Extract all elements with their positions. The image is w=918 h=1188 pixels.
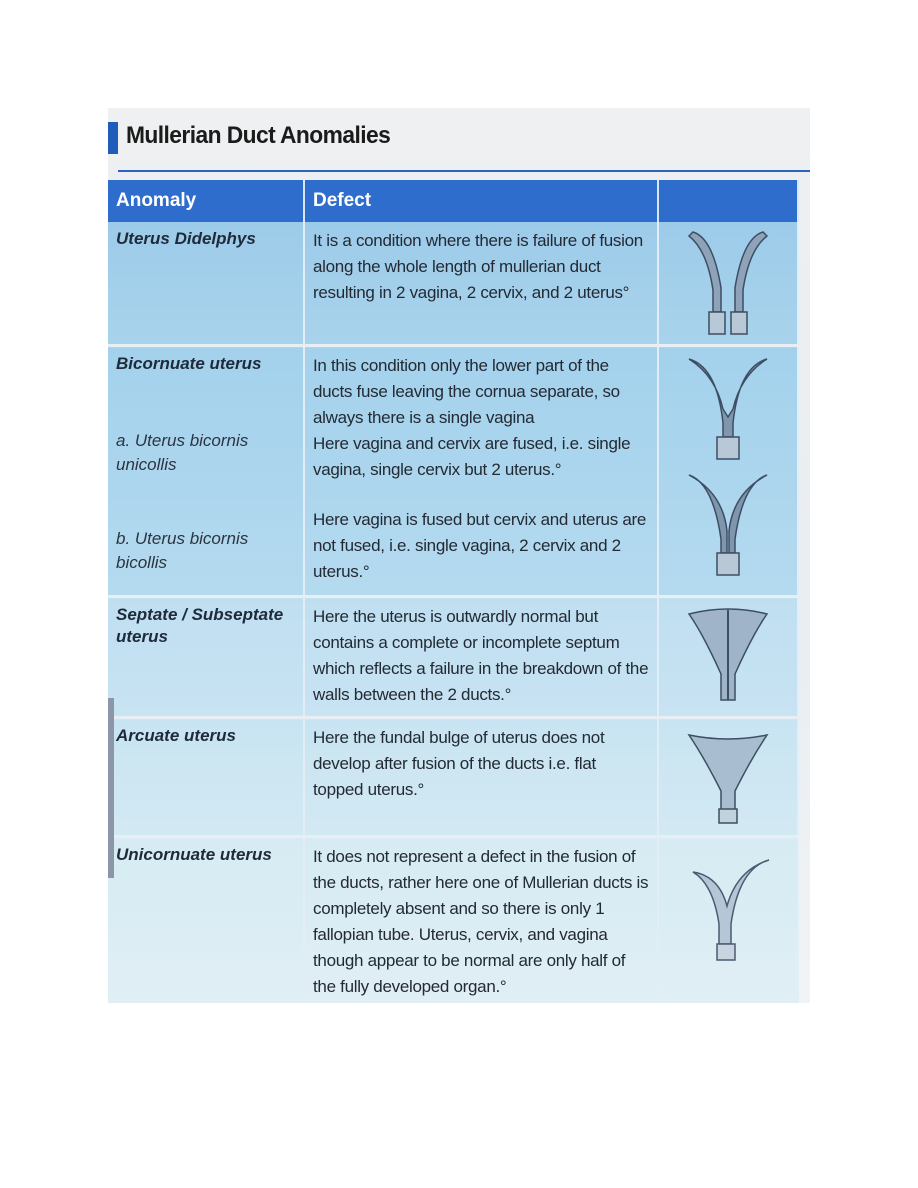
- table-header-row: [108, 180, 798, 222]
- defect-text: In this condition only the lower part of the ducts fuse leaving the cornua separate, so always there is a single vagina: [313, 356, 620, 427]
- sub-anomaly-name: a. Uterus bicornis unicollis: [116, 431, 249, 474]
- anomaly-cell: [108, 222, 304, 346]
- sub-defect-text: Here vagina is fused but cervix and uterus are not fused, i.e. single vagina, 2 cervix and 2 uterus.°: [313, 510, 646, 581]
- anomaly-name: Unicornuate uterus: [116, 845, 272, 864]
- title-accent-bar: [108, 122, 118, 154]
- septate-uterus-diagram: [683, 604, 773, 704]
- defect-cell: [304, 346, 658, 597]
- defect-text: It does not represent a defect in the fusion of the ducts, rather here one of Mullerian ducts is completely absent and so there is only 1 fallopian tube. Uterus, cervix, and vagina though appear to be normal are only half of the fully developed organ.°: [313, 847, 649, 996]
- table-row: [108, 718, 798, 837]
- anomaly-cell: [108, 597, 304, 718]
- unicornuate-uterus-diagram: [683, 854, 773, 964]
- bicornuate-bicollis-diagram: [683, 469, 773, 579]
- table-row: [108, 837, 798, 1004]
- sub-defect-text: Here vagina and cervix are fused, i.e. single vagina, single cervix but 2 uterus.°: [313, 434, 631, 479]
- anomaly-name: Arcuate uterus: [116, 726, 236, 745]
- anomaly-name: Bicornuate uterus: [116, 354, 262, 373]
- image-cell: [658, 222, 798, 346]
- sub-anomaly-name: b. Uterus bicornis bicollis: [116, 529, 249, 572]
- table-row: [108, 346, 798, 597]
- image-cell: [658, 346, 798, 597]
- page-title: Mullerian Duct Anomalies: [126, 122, 391, 149]
- defect-text: Here the uterus is outwardly normal but contains a complete or incomplete septum which reflects a failure in the breakdown of the walls between the 2 ducts.°: [313, 607, 649, 704]
- column-header-anomaly: Anomaly: [108, 180, 304, 222]
- table-row: [108, 222, 798, 346]
- image-cell: [658, 837, 798, 1004]
- image-cell: [658, 718, 798, 837]
- bicornuate-unicollis-diagram: [683, 353, 773, 463]
- edge-shadow: [108, 698, 114, 878]
- defect-text: Here the fundal bulge of uterus does not develop after fusion of the ducts i.e. flat topped uterus.°: [313, 728, 605, 799]
- defect-cell: [304, 597, 658, 718]
- anomaly-cell: [108, 346, 304, 597]
- defect-cell: [304, 718, 658, 837]
- anomaly-name: Septate / Subseptate uterus: [116, 605, 284, 646]
- title-divider: [118, 170, 810, 172]
- defect-cell: [304, 837, 658, 1004]
- anomaly-cell: [108, 837, 304, 1004]
- textbook-photo: [108, 108, 810, 1003]
- anomalies-table: [108, 180, 799, 1003]
- anomaly-name: Uterus Didelphys: [116, 229, 256, 248]
- image-cell: [658, 597, 798, 718]
- column-header-image: [658, 180, 798, 222]
- table-row: [108, 597, 798, 718]
- anomaly-cell: [108, 718, 304, 837]
- defect-cell: [304, 222, 658, 346]
- column-header-defect: Defect: [304, 180, 658, 222]
- defect-text: It is a condition where there is failure of fusion along the whole length of mullerian duct resulting in 2 vagina, 2 cervix, and 2 uterus°: [313, 231, 643, 302]
- uterus-didelphys-diagram: [683, 228, 773, 338]
- arcuate-uterus-diagram: [683, 725, 773, 825]
